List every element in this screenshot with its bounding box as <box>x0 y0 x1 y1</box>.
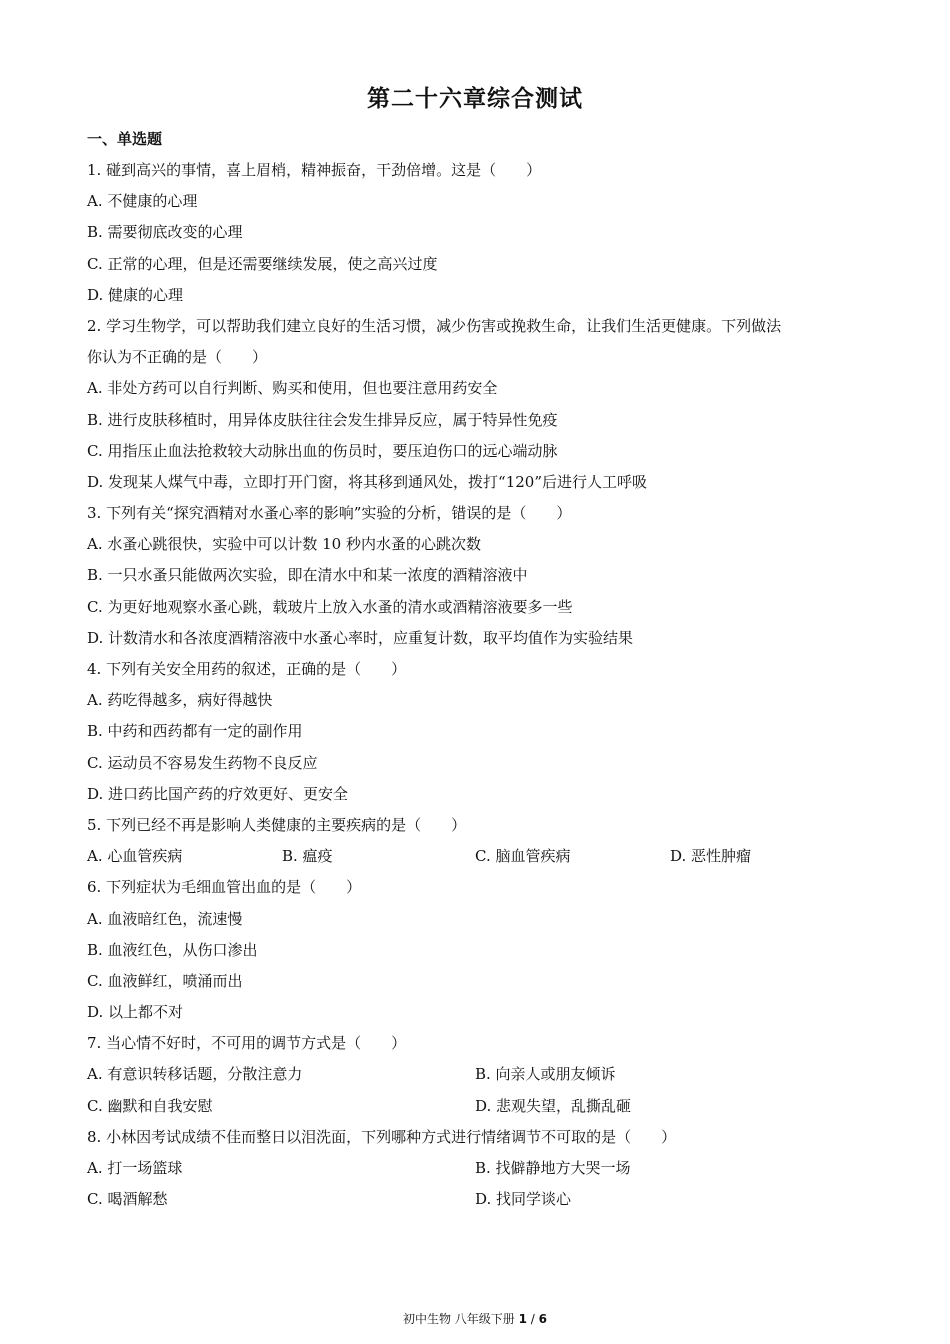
section-heading: 一、单选题 <box>87 130 163 148</box>
question-2-option-c: C. 用指压止血法抢救较大动脉出血的伤员时，要压迫伤口的远心端动脉 <box>87 441 558 460</box>
footer-separator: / <box>526 1312 539 1326</box>
question-3-option-a: A. 水蚤心跳很快，实验中可以计数 10 秒内水蚤的心跳次数 <box>87 535 481 554</box>
question-8-options-row-2 <box>87 1184 877 1215</box>
question-4-option-b: B. 中药和西药都有一定的副作用 <box>87 722 303 741</box>
question-1-option-d: D. 健康的心理 <box>87 285 184 304</box>
question-4-stem: 4. 下列有关安全用药的叙述，正确的是（ ） <box>87 660 407 678</box>
question-2-option-d: D. 发现某人煤气中毒，立即打开门窗，将其移到通风处，拨打“120”后进行人工呼吸 <box>87 472 647 491</box>
question-2-stem-line-2: 你认为不正确的是（ ） <box>87 348 268 367</box>
question-7-stem: 7. 当心情不好时，不可用的调节方式是（ ） <box>87 1034 407 1053</box>
question-6-option-c: C. 血液鲜红，喷涌而出 <box>87 971 243 990</box>
question-3-option-c: C. 为更好地观察水蚤心跳，载玻片上放入水蚤的清水或酒精溶液要多一些 <box>87 597 573 616</box>
question-list <box>87 155 877 1215</box>
question-5-option-b: B. 瘟疫 <box>282 847 333 866</box>
question-5-option-a: A. 心血管疾病 <box>87 847 183 866</box>
question-1-option-c: C. 正常的心理，但是还需要继续发展，使之高兴过度 <box>87 254 438 273</box>
footer-page-number: 1 <box>518 1312 527 1326</box>
question-4-option-d: D. 进口药比国产药的疗效更好、更安全 <box>87 784 349 803</box>
question-6-option-a: A. 血液暗红色，流速慢 <box>87 909 243 928</box>
question-7-options-row-1 <box>87 1059 877 1090</box>
question-2-option-a: A. 非处方药可以自行判断、购买和使用，但也要注意用药安全 <box>87 379 498 398</box>
question-5-options <box>87 841 877 872</box>
question-5-option-c: C. 脑血管疾病 <box>475 847 571 866</box>
question-8-option-a: A. 打一场篮球 <box>87 1159 183 1177</box>
question-3-stem: 3. 下列有关“探究酒精对水蚤心率的影响”实验的分析，错误的是（ ） <box>87 504 572 523</box>
footer-label: 初中生物 八年级下册 <box>402 1312 515 1326</box>
question-1-stem: 1. 碰到高兴的事情，喜上眉梢，精神振奋，干劲倍增。这是（ ） <box>87 161 542 179</box>
question-8-option-c: C. 喝酒解愁 <box>87 1190 168 1209</box>
question-1-option-a: A. 不健康的心理 <box>87 192 198 211</box>
question-6-stem: 6. 下列症状为毛细血管出血的是（ ） <box>87 878 362 897</box>
page-title: 第二十六章综合测试 <box>367 85 583 112</box>
question-2-option-b: B. 进行皮肤移植时，用异体皮肤往往会发生排异反应，属于特异性免疫 <box>87 410 558 429</box>
question-7-option-d: D. 悲观失望，乱撕乱砸 <box>475 1096 632 1115</box>
question-7-option-a: A. 有意识转移话题，分散注意力 <box>87 1065 303 1084</box>
question-2-stem-line-1: 2. 学习生物学，可以帮助我们建立良好的生活习惯，减少伤害或挽救生命，让我们生活更健康。下列做法 <box>87 316 782 335</box>
question-4-option-a: A. 药吃得越多，病好得越快 <box>87 691 273 710</box>
question-6-option-b: B. 血液红色，从伤口渗出 <box>87 940 258 959</box>
question-3-option-d: D. 计数清水和各浓度酒精溶液中水蚤心率时，应重复计数，取平均值作为实验结果 <box>87 628 634 647</box>
question-7-options-row-2 <box>87 1091 877 1122</box>
question-3-option-b: B. 一只水蚤只能做两次实验，即在清水中和某一浓度的酒精溶液中 <box>87 566 528 585</box>
question-5-stem: 5. 下列已经不再是影响人类健康的主要疾病的是（ ） <box>87 815 467 834</box>
question-8-option-d: D. 找同学谈心 <box>475 1190 572 1209</box>
page-footer <box>0 1310 950 1327</box>
question-8-options-row-1 <box>87 1153 877 1184</box>
question-8-stem: 8. 小林因考试成绩不佳而整日以泪洗面，下列哪种方式进行情绪调节不可取的是（ ） <box>87 1127 677 1146</box>
footer-page-total: 6 <box>538 1312 548 1326</box>
question-5-option-d: D. 恶性肿瘤 <box>670 847 752 866</box>
question-4-option-c: C. 运动员不容易发生药物不良反应 <box>87 753 318 772</box>
question-6-option-d: D. 以上都不对 <box>87 1003 184 1022</box>
question-7-option-c: C. 幽默和自我安慰 <box>87 1096 213 1115</box>
question-8-option-b: B. 找僻静地方大哭一场 <box>475 1159 631 1177</box>
question-7-option-b: B. 向亲人或朋友倾诉 <box>475 1065 616 1084</box>
question-1-option-b: B. 需要彻底改变的心理 <box>87 223 243 242</box>
